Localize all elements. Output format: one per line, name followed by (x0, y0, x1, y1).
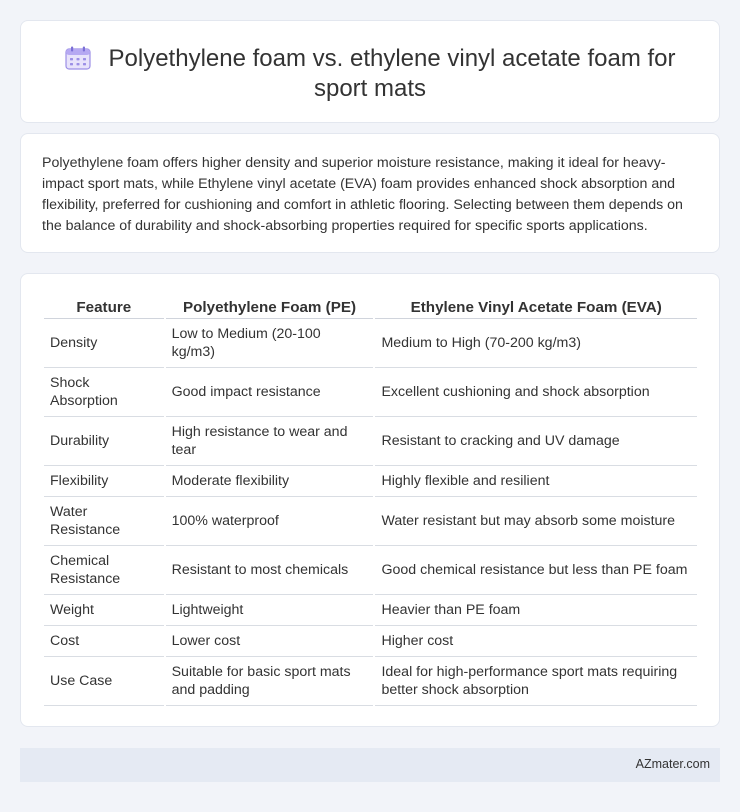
pe-cell: Lightweight (166, 595, 374, 626)
feature-cell: Durability (44, 417, 164, 466)
pe-cell: High resistance to wear and tear (166, 417, 374, 466)
header-eva: Ethylene Vinyl Acetate Foam (EVA) (375, 294, 697, 319)
footer-brand: AZmater.com (635, 757, 710, 771)
pe-cell: 100% waterproof (166, 497, 374, 546)
table-row (44, 466, 697, 497)
eva-cell: Heavier than PE foam (375, 595, 697, 626)
page-header (61, 44, 679, 104)
feature-cell: Cost (44, 626, 164, 657)
eva-cell: Water resistant but may absorb some moisture (375, 497, 697, 546)
pe-cell: Suitable for basic sport mats and padding (166, 657, 374, 706)
table-row (44, 657, 697, 706)
summary-paragraph: Polyethylene foam offers higher density and superior moisture resistance, making it ideal for heavy-impact sport mats, while Ethylene vinyl acetate (EVA) foam provides enhanced shock absorption and flexibility, preferred for cushioning and comfort in athletic flooring. Selecting between them depends on the balance of durability and shock-absorbing properties required for specific sports applications. (42, 155, 683, 234)
eva-cell: Ideal for high-performance sport mats requiring better shock absorption (375, 657, 697, 706)
table-row (44, 368, 697, 417)
table-row (44, 497, 697, 546)
pe-cell: Low to Medium (20-100 kg/m3) (166, 319, 374, 368)
table-header-row (44, 294, 697, 319)
feature-cell: Weight (44, 595, 164, 626)
header-pe: Polyethylene Foam (PE) (166, 294, 374, 319)
eva-cell: Excellent cushioning and shock absorption (375, 368, 697, 417)
comparison-table (42, 294, 699, 706)
pe-cell: Good impact resistance (166, 368, 374, 417)
pe-cell: Lower cost (166, 626, 374, 657)
feature-cell: Density (44, 319, 164, 368)
eva-cell: Medium to High (70-200 kg/m3) (375, 319, 697, 368)
eva-cell: Highly flexible and resilient (375, 466, 697, 497)
pe-cell: Moderate flexibility (166, 466, 374, 497)
summary-card (20, 133, 720, 253)
title-card (20, 20, 720, 123)
table-row (44, 319, 697, 368)
feature-cell: Use Case (44, 657, 164, 706)
feature-cell: Shock Absorption (44, 368, 164, 417)
feature-cell: Water Resistance (44, 497, 164, 546)
eva-cell: Resistant to cracking and UV damage (375, 417, 697, 466)
table-row (44, 417, 697, 466)
comparison-card (20, 273, 720, 727)
table-row (44, 626, 697, 657)
feature-cell: Flexibility (44, 466, 164, 497)
feature-cell: Chemical Resistance (44, 546, 164, 595)
pe-cell: Resistant to most chemicals (166, 546, 374, 595)
calendar-icon (65, 46, 91, 70)
table-row (44, 595, 697, 626)
eva-cell: Good chemical resistance but less than PE foam (375, 546, 697, 595)
table-row (44, 546, 697, 595)
page-title: Polyethylene foam vs. ethylene vinyl acetate foam for sport mats (108, 45, 676, 102)
footer-bar (20, 748, 720, 782)
header-feature: Feature (44, 294, 164, 319)
eva-cell: Higher cost (375, 626, 697, 657)
